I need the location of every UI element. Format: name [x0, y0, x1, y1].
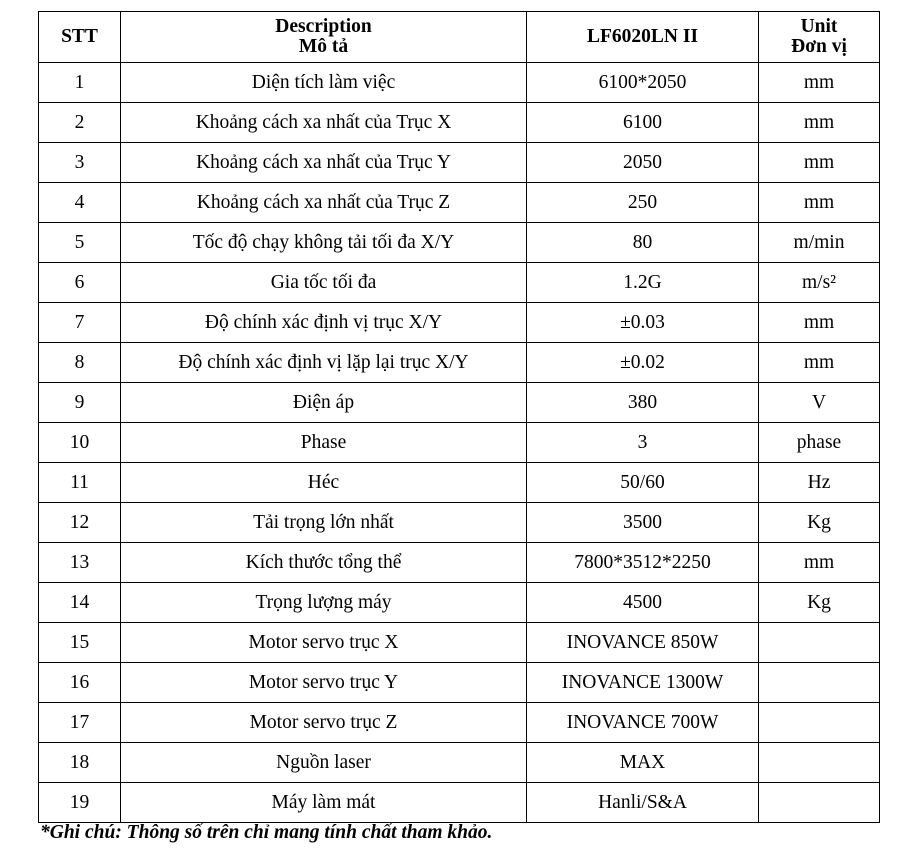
row-value: 3500	[527, 503, 759, 543]
row-unit: V	[759, 383, 880, 423]
header-unit	[759, 12, 880, 63]
row-value: 6100	[527, 103, 759, 143]
row-number: 15	[39, 623, 121, 663]
table-row	[39, 463, 880, 503]
table-row	[39, 743, 880, 783]
header-model: LF6020LN II	[527, 12, 759, 63]
row-description: Tải trọng lớn nhất	[121, 503, 527, 543]
table-row	[39, 63, 880, 103]
table-row	[39, 663, 880, 703]
row-number: 8	[39, 343, 121, 383]
table-row	[39, 343, 880, 383]
row-description: Diện tích làm việc	[121, 63, 527, 103]
header-description	[121, 12, 527, 63]
spec-table	[38, 11, 880, 823]
row-number: 19	[39, 783, 121, 823]
row-unit: mm	[759, 103, 880, 143]
row-value: 6100*2050	[527, 63, 759, 103]
row-number: 5	[39, 223, 121, 263]
row-number: 7	[39, 303, 121, 343]
row-unit: Kg	[759, 503, 880, 543]
row-number: 14	[39, 583, 121, 623]
table-row	[39, 263, 880, 303]
table-row	[39, 303, 880, 343]
row-number: 10	[39, 423, 121, 463]
row-number: 6	[39, 263, 121, 303]
row-unit: m/s²	[759, 263, 880, 303]
row-value: INOVANCE 700W	[527, 703, 759, 743]
row-value: ±0.03	[527, 303, 759, 343]
row-unit: mm	[759, 183, 880, 223]
row-value: 380	[527, 383, 759, 423]
row-value: INOVANCE 850W	[527, 623, 759, 663]
header-description-vi: Mô tả	[298, 36, 349, 57]
row-unit	[759, 783, 880, 823]
table-row	[39, 223, 880, 263]
row-number: 17	[39, 703, 121, 743]
row-description: Héc	[121, 463, 527, 503]
row-unit: mm	[759, 63, 880, 103]
row-unit: mm	[759, 543, 880, 583]
header-unit-vi: Đơn vị	[791, 36, 847, 57]
row-number: 12	[39, 503, 121, 543]
row-unit: Kg	[759, 583, 880, 623]
footnote: *Ghi chú: Thông số trên chỉ mang tính chất tham khảo.	[40, 822, 493, 843]
row-description: Khoảng cách xa nhất của Trục Y	[121, 143, 527, 183]
row-number: 16	[39, 663, 121, 703]
row-unit: mm	[759, 303, 880, 343]
table-row	[39, 383, 880, 423]
header-unit-en: Unit	[800, 16, 838, 37]
row-unit: Hz	[759, 463, 880, 503]
row-value: 50/60	[527, 463, 759, 503]
header-row	[39, 12, 880, 63]
row-description: Tốc độ chạy không tải tối đa X/Y	[121, 223, 527, 263]
header-stt: STT	[39, 12, 121, 63]
row-value: 250	[527, 183, 759, 223]
row-value: 80	[527, 223, 759, 263]
row-description: Nguồn laser	[121, 743, 527, 783]
row-description: Motor servo trục Z	[121, 703, 527, 743]
row-description: Motor servo trục Y	[121, 663, 527, 703]
row-unit	[759, 663, 880, 703]
row-value: 2050	[527, 143, 759, 183]
row-description: Máy làm mát	[121, 783, 527, 823]
table-row	[39, 703, 880, 743]
row-number: 9	[39, 383, 121, 423]
row-number: 18	[39, 743, 121, 783]
row-description: Kích thước tổng thể	[121, 543, 527, 583]
row-unit	[759, 623, 880, 663]
row-unit: phase	[759, 423, 880, 463]
table-row	[39, 783, 880, 823]
row-value: 7800*3512*2250	[527, 543, 759, 583]
row-description: Khoảng cách xa nhất của Trục X	[121, 103, 527, 143]
row-number: 4	[39, 183, 121, 223]
row-value: MAX	[527, 743, 759, 783]
row-number: 11	[39, 463, 121, 503]
row-number: 1	[39, 63, 121, 103]
row-description: Gia tốc tối đa	[121, 263, 527, 303]
table-row	[39, 103, 880, 143]
table-row	[39, 143, 880, 183]
row-value: ±0.02	[527, 343, 759, 383]
row-value: Hanli/S&A	[527, 783, 759, 823]
row-number: 2	[39, 103, 121, 143]
row-value: 4500	[527, 583, 759, 623]
row-unit: m/min	[759, 223, 880, 263]
table-row	[39, 583, 880, 623]
row-value: INOVANCE 1300W	[527, 663, 759, 703]
row-unit: mm	[759, 143, 880, 183]
row-description: Motor servo trục X	[121, 623, 527, 663]
row-number: 13	[39, 543, 121, 583]
spec-table-body	[39, 63, 880, 823]
row-description: Phase	[121, 423, 527, 463]
table-row	[39, 623, 880, 663]
row-value: 3	[527, 423, 759, 463]
header-description-en: Description	[275, 16, 372, 37]
row-unit	[759, 743, 880, 783]
row-unit	[759, 703, 880, 743]
row-description: Độ chính xác định vị trục X/Y	[121, 303, 527, 343]
row-description: Độ chính xác định vị lặp lại trục X/Y	[121, 343, 527, 383]
table-row	[39, 183, 880, 223]
row-number: 3	[39, 143, 121, 183]
row-description: Khoảng cách xa nhất của Trục Z	[121, 183, 527, 223]
row-description: Điện áp	[121, 383, 527, 423]
row-value: 1.2G	[527, 263, 759, 303]
row-description: Trọng lượng máy	[121, 583, 527, 623]
table-row	[39, 423, 880, 463]
table-row	[39, 503, 880, 543]
table-row	[39, 543, 880, 583]
row-unit: mm	[759, 343, 880, 383]
